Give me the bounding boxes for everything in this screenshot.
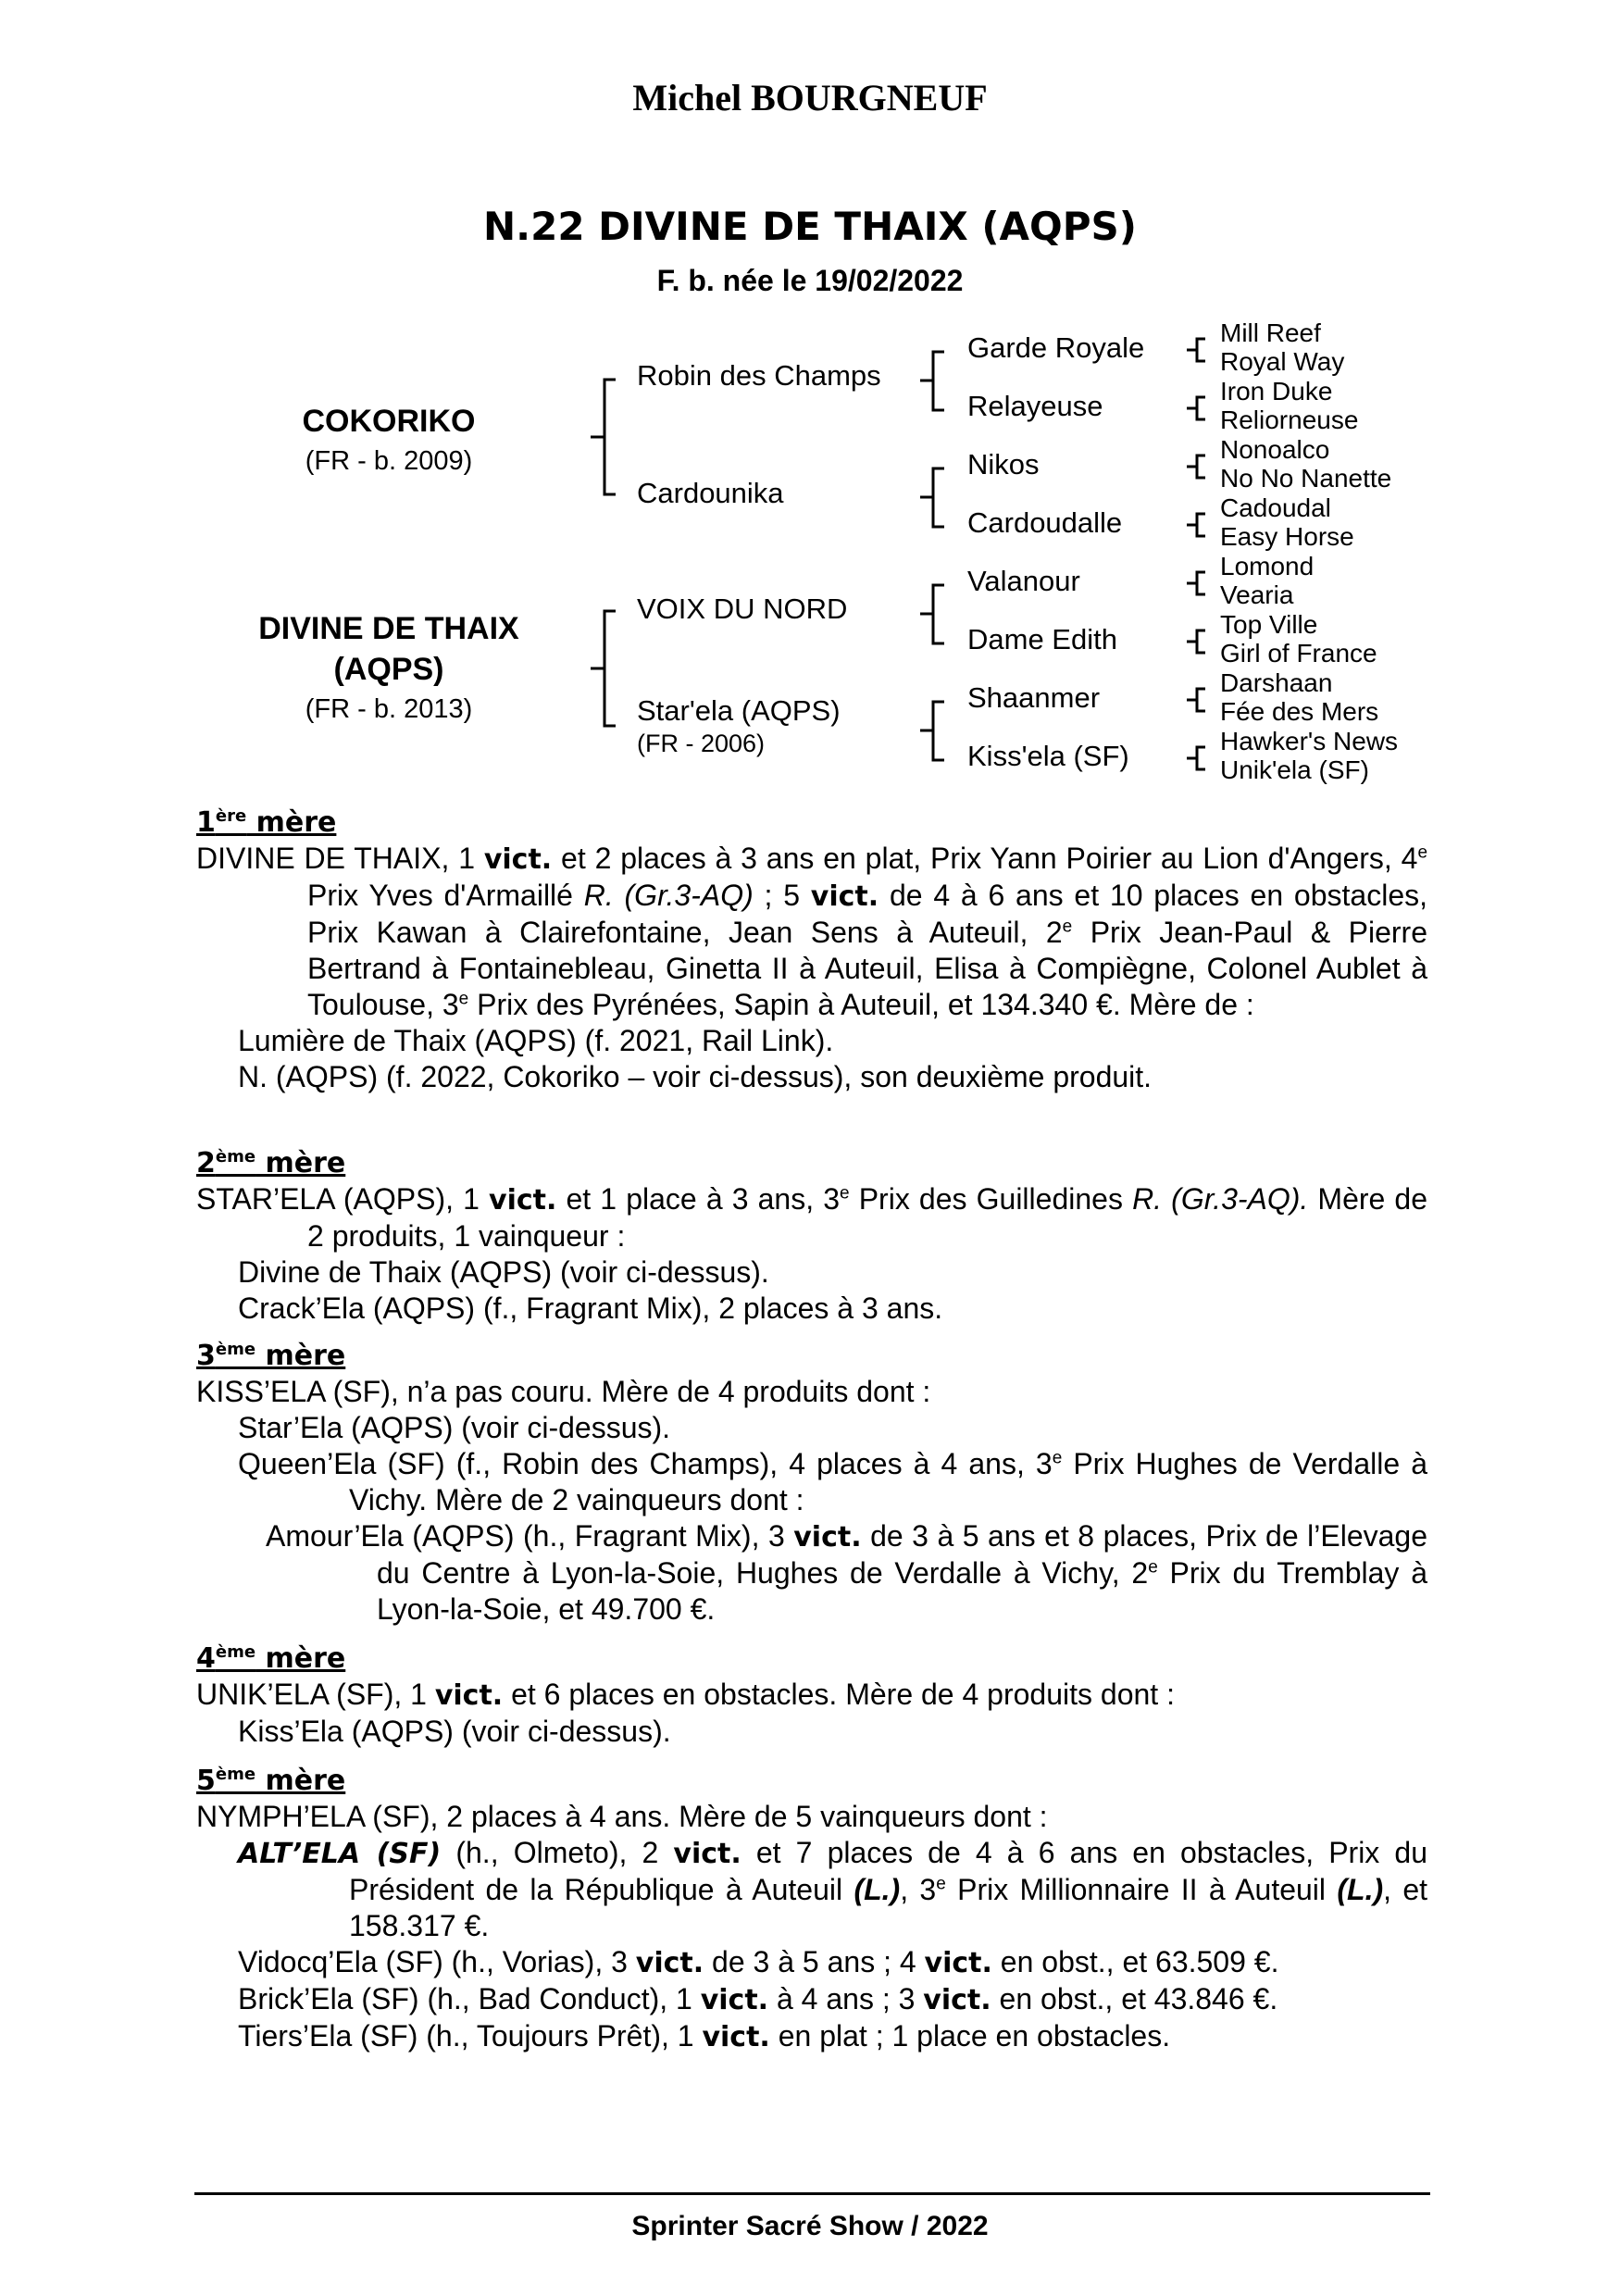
dam-name: DIVINE DE THAIX (258, 611, 519, 646)
pedigree-gen4-item: Mill Reef (1220, 318, 1321, 347)
pedigree-gen4-item: Unik'ela (SF) (1220, 755, 1369, 784)
produce-item: Lumière de Thaix (AQPS) (f. 2021, Rail Link). (238, 1024, 834, 1057)
section-heading: 2ème mère (196, 1147, 346, 1179)
section-third-dam (196, 1339, 1427, 1628)
pedigree-gen4-item: Top Ville (1220, 610, 1318, 639)
section-heading: 5ème mère (196, 1765, 346, 1797)
pedigree-gen4-item: Vearia (1220, 580, 1294, 609)
pedigree-gen4-item: Reliorneuse (1220, 406, 1359, 434)
pedigree-gen2-sub: (FR - 2006) (637, 730, 766, 757)
pedigree-gen3-item: Dame Edith (967, 623, 1117, 655)
grand-produce-item: Amour’Ela (AQPS) (h., Fragrant Mix), 3 vict. de 3 à 5 ans et 8 places, Prix de l’Elevage du Centre à Lyon-la-Soie, Hughes de Verdalle à Vichy, 2e Prix du Tremblay à Lyon-la-Soie, et 49.700 €. (266, 1519, 1428, 1626)
pedigree-gen3-item: Nikos (967, 448, 1040, 480)
section-heading: 1ère mère (196, 806, 337, 839)
dam-record: KISS’ELA (SF), n’a pas couru. Mère de 4 produits dont : (196, 1375, 931, 1408)
sire-info: (FR - b. 2009) (305, 446, 473, 476)
produce-item: Star’Ela (AQPS) (voir ci-dessus). (238, 1411, 671, 1444)
dam-record: STAR’ELA (AQPS), 1 vict. et 1 place à 3 ans, 3e Prix des Guilledines R. (Gr.3-AQ). Mère de 2 produits, 1 vainqueur : (196, 1182, 1428, 1253)
produce-item: Divine de Thaix (AQPS) (voir ci-dessus). (238, 1255, 769, 1289)
consignor-name: Michel BOURGNEUF (632, 77, 988, 119)
pedigree-gen4-item: Cadoudal (1220, 493, 1331, 522)
pedigree-gen4-item: Royal Way (1220, 347, 1345, 376)
section-heading: 4ème mère (196, 1642, 346, 1675)
pedigree-gen4-item: Fée des Mers (1220, 697, 1379, 726)
section-second-dam (196, 1146, 1427, 1327)
pedigree-gen4-item: Nonoalco (1220, 435, 1330, 464)
pedigree-gen4-item: Iron Duke (1220, 377, 1333, 406)
produce-item: Tiers’Ela (SF) (h., Toujours Prêt), 1 vict. en plat ; 1 place en obstacles. (238, 2019, 1171, 2053)
produce-item: Brick’Ela (SF) (h., Bad Conduct), 1 vict. à 4 ans ; 3 vict. en obst., et 43.846 €. (238, 1982, 1278, 2016)
pedigree-gen3-item: Kiss'ela (SF) (967, 740, 1129, 772)
pedigree-gen2-item: Star'ela (AQPS) (637, 694, 841, 727)
pedigree-gen4-item: Hawker's News (1220, 727, 1399, 755)
pedigree-gen3-item: Shaanmer (967, 681, 1101, 714)
pedigree-gen3-item: Relayeuse (967, 390, 1103, 422)
pedigree-gen4-item: Easy Horse (1220, 522, 1354, 551)
pedigree-gen4-item: Lomond (1220, 552, 1315, 580)
dam-name-suffix: (AQPS) (333, 652, 444, 687)
produce-item: N. (AQPS) (f. 2022, Cokoriko – voir ci-dessus), son deuxième produit. (238, 1060, 1153, 1093)
section-fifth-dam (196, 1764, 1427, 2055)
produce-item: Vidocq’Ela (SF) (h., Vorias), 3 vict. de 3 à 5 ans ; 4 vict. en obst., et 63.509 €. (238, 1945, 1279, 1979)
dam-record: UNIK’ELA (SF), 1 vict. et 6 places en obstacles. Mère de 4 produits dont : (196, 1678, 1175, 1712)
pedigree-gen4-item: Darshaan (1220, 668, 1333, 697)
dam-record: DIVINE DE THAIX, 1 vict. et 2 places à 3 ans en plat, Prix Yann Poirier au Lion d'Angers, 4e Prix Yves d'Armaillé R. (Gr.3-AQ) ; 5 vict. de 4 à 6 ans et 10 places en obstacles, Prix Kawan à Clairefontaine, Jean Sens à Auteuil, 2e Prix Jean-Paul & Pierre Bertrand à Fontainebleau, Ginetta II à Auteuil, Elisa à Compiègne, Colonel Aublet à Toulouse, 3e Prix des Pyrénées, Sapin à Auteuil, et 134.340 €. Mère de : (196, 842, 1428, 1021)
pedigree-gen3-item: Garde Royale (967, 331, 1145, 364)
pedigree-gen2-item: Cardounika (637, 477, 784, 509)
section-first-dam (196, 805, 1427, 1095)
pedigree-gen3-item: Cardoudalle (967, 506, 1123, 539)
pedigree-gen2-item: Robin des Champs (637, 359, 881, 392)
produce-item: ALT’ELA (SF) (h., Olmeto), 2 vict. et 7 places de 4 à 6 ans en obstacles, Prix du Président de la République à Auteuil (L.), 3e Prix Millionnaire II à Auteuil (L.), et 158.317 €. (238, 1836, 1428, 1942)
dam-info: (FR - b. 2013) (305, 694, 473, 724)
lot-subtitle: F. b. née le 19/02/2022 (656, 264, 964, 297)
produce-item: Queen’Ela (SF) (f., Robin des Champs), 4 places à 4 ans, 3e Prix Hughes de Verdalle à Vichy. Mère de 2 vainqueurs dont : (238, 1447, 1428, 1516)
sire-name: COKORIKO (302, 404, 476, 439)
footer-text: Sprinter Sacré Show / 2022 (631, 2211, 989, 2241)
produce-item: Crack’Ela (AQPS) (f., Fragrant Mix), 2 places à 3 ans. (238, 1292, 943, 1325)
section-fourth-dam (196, 1641, 1427, 1750)
pedigree-gen2-item: VOIX DU NORD (637, 593, 848, 625)
produce-item: Kiss’Ela (AQPS) (voir ci-dessus). (238, 1715, 671, 1748)
lot-title: N.22 DIVINE DE THAIX (AQPS) (482, 204, 1137, 249)
dam-record: NYMPH’ELA (SF), 2 places à 4 ans. Mère de 5 vainqueurs dont : (196, 1800, 1048, 1833)
pedigree-gen4-item: No No Nanette (1220, 464, 1392, 493)
pedigree-gen4-item: Girl of France (1220, 639, 1377, 668)
pedigree-gen3-item: Valanour (967, 565, 1080, 597)
footer-divider (194, 2192, 1430, 2195)
section-heading: 3ème mère (196, 1340, 346, 1372)
